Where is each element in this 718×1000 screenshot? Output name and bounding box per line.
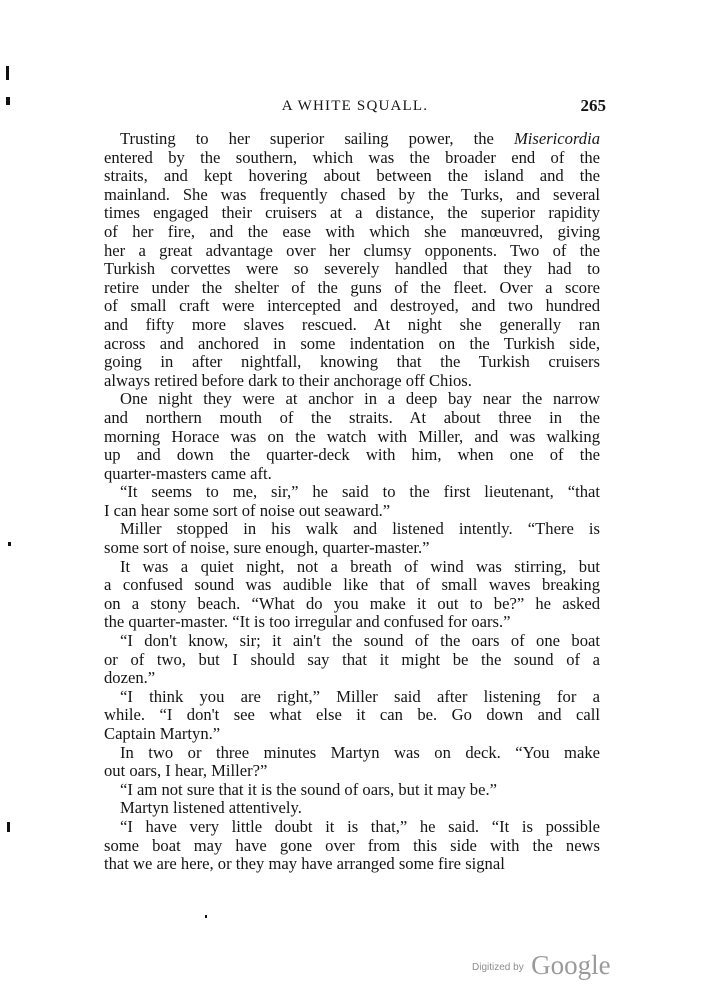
page-header: [104, 96, 606, 120]
text-run: across and anchored in some indentation on the Turkish side,: [104, 333, 600, 353]
text-run: out oars, I hear, Miller?”: [104, 761, 268, 781]
page-number: 265: [580, 96, 606, 115]
scan-margin-mark: [7, 822, 10, 832]
text-run: times engaged their cruisers at a distance, the superior rapidity: [104, 203, 600, 223]
text-run: “I think you are right,” Miller said after listening for a: [120, 686, 600, 706]
text-line: [104, 502, 600, 521]
text-line: [104, 651, 600, 670]
text-run: and northern mouth of the straits. At about three in the: [104, 407, 600, 427]
text-line: [104, 483, 600, 502]
text-run: mainland. She was frequently chased by the Turks, and several: [104, 184, 600, 204]
text-run: Miller stopped in his walk and listened intently. “There is: [120, 519, 600, 539]
text-run: that we are here, or they may have arranged some fire signal: [104, 854, 505, 874]
text-run: retire under the shelter of the guns of the fleet. Over a score: [104, 277, 600, 297]
paragraph: [104, 799, 600, 818]
text-line: [104, 799, 600, 818]
italic-ship-name: Misericordia: [513, 129, 600, 148]
text-line: [104, 855, 600, 874]
text-run: “I don't know, sir; it ain't the sound of the oars of one boat: [120, 631, 600, 651]
text-line: [104, 818, 600, 837]
paragraph: [104, 558, 600, 632]
text-line: [104, 781, 600, 800]
text-run: up and down the quarter-deck with him, when one of the: [104, 445, 600, 465]
text-line: [104, 520, 600, 539]
text-line: [104, 242, 600, 261]
text-run: Martyn listened attentively.: [120, 798, 302, 818]
paragraph: [104, 390, 600, 483]
text-run: always retired before dark to their anchorage off Chios.: [104, 370, 472, 390]
text-run: Captain Martyn.”: [104, 724, 221, 743]
scan-margin-mark: [6, 66, 9, 80]
text-run: dozen.”: [104, 668, 156, 688]
text-run: I can hear some sort of noise out seaward.”: [104, 500, 391, 520]
text-run: some boat may have gone over from this side with the news: [104, 835, 600, 855]
text-line: [104, 725, 600, 744]
google-wordmark: Google: [531, 950, 611, 980]
text-run: Trusting to her superior sailing power, the: [120, 129, 514, 148]
text-line: [104, 669, 600, 688]
text-line: [104, 186, 600, 205]
text-run: and fifty more slaves rescued. At night she generally ran: [104, 314, 600, 334]
text-line: [104, 465, 600, 484]
google-digitized-stamp: [472, 950, 611, 980]
paragraph: [104, 818, 600, 874]
paragraph: [104, 130, 600, 390]
text-run: or of two, but I should say that it might be the sound of a: [104, 649, 600, 669]
text-line: [104, 279, 600, 298]
digitized-by-label: Digitized by: [472, 962, 524, 973]
text-line: [104, 762, 600, 781]
text-line: [104, 223, 600, 242]
text-line: [104, 539, 600, 558]
text-line: [104, 576, 600, 595]
text-line: [104, 409, 600, 428]
text-line: [104, 372, 600, 391]
text-line: [104, 149, 600, 168]
text-line: [104, 595, 600, 614]
scan-margin-mark: [6, 97, 10, 105]
text-line: [104, 688, 600, 707]
text-run: “I am not sure that it is the sound of oars, but it may be.”: [120, 779, 497, 799]
text-run: while. “I don't see what else it can be. Go down and call: [104, 705, 600, 725]
text-run: “It seems to me, sir,” he said to the first lieutenant, “that: [120, 482, 600, 502]
text-line: [104, 744, 600, 763]
paragraph: [104, 632, 600, 688]
text-line: [104, 335, 600, 354]
paragraph: [104, 520, 600, 557]
text-run: morning Horace was on the watch with Miller, and was walking: [104, 426, 600, 446]
text-line: [104, 316, 600, 335]
paragraph: [104, 483, 600, 520]
text-run: Turkish corvettes were so severely handled that they had to: [104, 259, 600, 279]
text-line: [104, 390, 600, 409]
text-line: [104, 446, 600, 465]
text-run: It was a quiet night, not a breath of wind was stirring, but: [120, 556, 600, 576]
scan-margin-mark: [205, 915, 207, 918]
paragraph: [104, 688, 600, 744]
text-line: [104, 167, 600, 186]
text-run: entered by the southern, which was the broader end of the: [104, 147, 600, 167]
text-line: [104, 353, 600, 372]
text-line: [104, 706, 600, 725]
body-text: [104, 130, 600, 874]
text-run: her a great advantage over her clumsy opponents. Two of the: [104, 240, 600, 260]
text-line: [104, 204, 600, 223]
text-run: In two or three minutes Martyn was on deck. “You make: [120, 742, 600, 762]
text-run: the quarter-master. “It is too irregular and confused for oars.”: [104, 612, 511, 632]
running-title: A WHITE SQUALL.: [281, 98, 429, 114]
text-line: [104, 130, 600, 149]
text-line: [104, 260, 600, 279]
paragraph: [104, 781, 600, 800]
text-run: One night they were at anchor in a deep bay near the narrow: [120, 389, 600, 409]
text-run: straits, and kept hovering about between the island and the: [104, 166, 600, 186]
scan-margin-mark: [8, 542, 11, 546]
text-line: [104, 632, 600, 651]
text-run: quarter-masters came aft.: [104, 463, 272, 483]
text-run: “I have very little doubt it is that,” he said. “It is possible: [120, 816, 600, 836]
text-run: of small craft were intercepted and destroyed, and two hundred: [104, 296, 600, 316]
text-run: some sort of noise, sure enough, quarter-master.”: [104, 538, 430, 558]
text-run: of her fire, and the ease with which she manœuvred, giving: [104, 221, 600, 241]
text-run: a confused sound was audible like that of small waves breaking: [104, 575, 600, 595]
text-line: [104, 297, 600, 316]
text-line: [104, 613, 600, 632]
text-line: [104, 428, 600, 447]
text-line: [104, 558, 600, 577]
text-run: on a stony beach. “What do you make it out to be?” he asked: [104, 593, 600, 613]
text-run: going in after nightfall, knowing that the Turkish cruisers: [104, 352, 600, 372]
paragraph: [104, 744, 600, 781]
text-line: [104, 837, 600, 856]
